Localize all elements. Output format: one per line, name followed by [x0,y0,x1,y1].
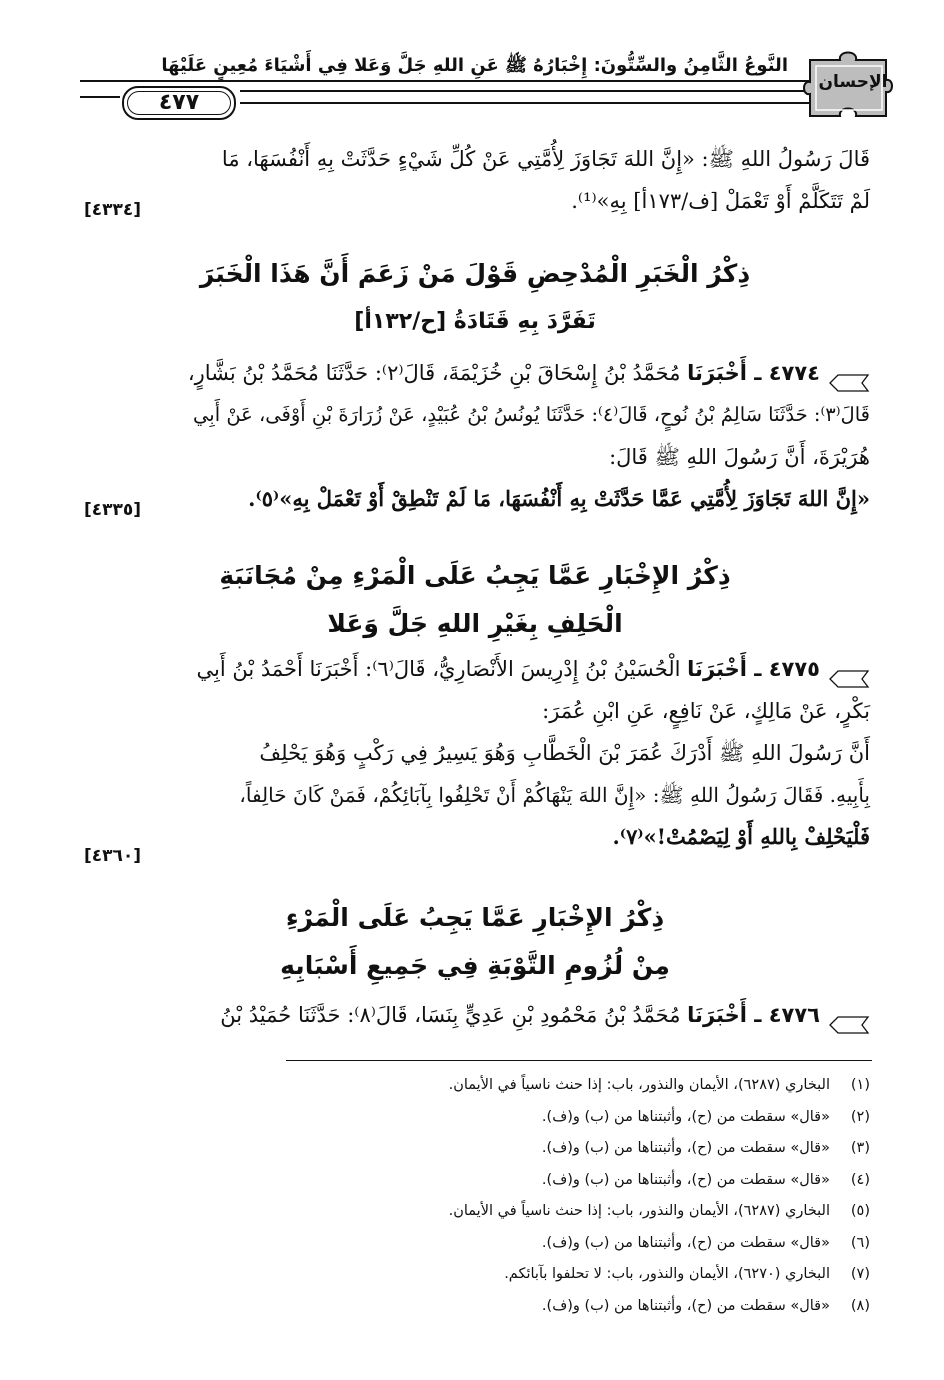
footnote-text: «قال» سقطت من (ح)، وأثبتناها من (ب) و(ف). [541,1234,830,1251]
page-number-text: ٤٧٧ [158,90,200,115]
hadith-marker-icon [828,661,870,681]
header-rule [80,80,870,82]
text-line: أَنَّ رَسُولَ اللهِ ﷺ أَدْرَكَ عُمَرَ بْنَ الْخَطَّابِ وَهُوَ يَسِيرُ فِي رَكْبٍ وَهُوَ يَحْلِفُ [259,741,870,765]
hadith-4774 [80,352,870,520]
text-line: بَكْرٍ، عَنْ مَالِكٍ، عَنْ نَافِعٍ، عَنِ ابْنِ عُمَرَ: [542,699,870,723]
hadith-4775 [80,648,870,858]
page-number [122,86,236,120]
section-heading-2 [80,552,870,648]
text-line: مُحَمَّدُ بْنُ إِسْحَاقَ بْنِ خُزَيْمَةَ، قَالَ⁽٢⁾: حَدَّثَنَا مُحَمَّدُ بْنُ بَشَّارٍ، [187,361,681,385]
reference-number: [٤٣٦٠] [84,846,142,866]
footnote-number: (٢) [850,1108,870,1125]
footnote-number: (٣) [850,1140,870,1156]
hadith-marker-icon [828,365,870,385]
footnote-number: (٥) [850,1203,870,1219]
footnote [80,1165,870,1197]
header-rule-2 [240,90,870,92]
heading-line: ذِكْرُ الإِخْبَارِ عَمَّا يَجِبُ عَلَى الْمَرْءِ [285,903,665,932]
footnote [80,1102,870,1134]
heading-line: ذِكْرُ الْخَبَرِ الْمُدْحِضِ قَوْلَ مَنْ زَعَمَ أَنَّ هَذَا الْخَبَرَ [199,259,751,288]
page-header [80,44,888,124]
header-rule-left [80,96,120,98]
hadith-number: ٤٧٧٥ ـ أَخْبَرَنَا [687,657,820,681]
footnote-number: (٦) [850,1234,870,1251]
footnote [80,1291,870,1323]
heading-line: الْحَلِفِ بِغَيْرِ اللهِ جَلَّ وَعَلا [327,609,623,638]
footnote-number: (٤) [850,1171,870,1188]
section-heading-1 [80,250,870,346]
section-heading-3 [80,894,870,990]
text-line: قَالَ رَسُولُ اللهِ ﷺ: «إِنَّ اللهَ تَجَاوَزَ لِأُمَّتِي عَنْ كُلِّ شَيْءٍ حَدَّثَتْ بِهِ أَنْفُسَهَا، مَا [221,147,870,171]
paragraph-1 [80,138,870,222]
heading-line: تَفَرَّدَ بِهِ قَتَادَةُ [ح/١٣٢أ] [354,309,596,334]
footnote [80,1259,870,1291]
puzzle-piece-icon [800,46,894,122]
section-label: الإحسان [818,72,888,92]
footnote-separator [286,1060,872,1061]
footnote [80,1133,870,1165]
footnote-text: «قال» سقطت من (ح)، وأثبتناها من (ب) و(ف). [541,1108,830,1125]
footnote [80,1070,870,1102]
text-line: هُرَيْرَةَ، أَنَّ رَسُولَ اللهِ ﷺ قَالَ: [609,445,870,469]
header-rule-3 [240,102,870,104]
footnotes [80,1070,870,1322]
hadith-4776 [80,994,870,1036]
footnote-number: (١) [850,1077,870,1093]
footnote-text: البخاري (٦٢٨٧)، الأيمان والنذور، باب: إذا حنث ناسياً في الأيمان. [448,1077,830,1093]
heading-line: مِنْ لُزُومِ التَّوْبَةِ فِي جَمِيعِ أَسْبَابِهِ [280,951,670,980]
footnote [80,1228,870,1260]
text-line: مُحَمَّدُ بْنُ مَحْمُودِ بْنِ عَدِيٍّ بِنَسَا، قَالَ⁽٨⁾: حَدَّثَنَا حُمَيْدُ بْنُ [220,1003,681,1027]
text-line: لَمْ تَتَكَلَّمْ أَوْ تَعْمَلْ [ف/١٧٣أ] بِهِ»⁽¹⁾. [571,189,870,213]
text-line: بِأَبِيهِ. فَقَالَ رَسُولُ اللهِ ﷺ: «إِنَّ اللهَ يَنْهَاكُمْ أَنْ تَحْلِفُوا بِآبَائِكُمْ، فَمَنْ كَانَ حَالِفاً، [239,783,870,807]
footnote-text: «قال» سقطت من (ح)، وأثبتناها من (ب) و(ف). [541,1297,830,1314]
footnote-text: «قال» سقطت من (ح)، وأثبتناها من (ب) و(ف). [541,1140,830,1156]
reference-number: [٤٣٣٤] [84,200,142,220]
hadith-number: ٤٧٧٤ ـ أَخْبَرَنَا [687,361,820,385]
footnote-number: (٧) [850,1266,870,1282]
running-title: النَّوعُ الثَّامِنُ والسِّتُّونَ: إِخْبَارُهُ ﷺ عَنِ اللهِ جَلَّ وَعَلا فِي أَشْيَاءَ مُعِينٍ عَلَيْهَا [161,55,788,76]
hadith-marker-icon [828,1007,870,1027]
footnote [80,1196,870,1228]
reference-number: [٤٣٣٥] [84,500,142,520]
heading-line: ذِكْرُ الإِخْبَارِ عَمَّا يَجِبُ عَلَى الْمَرْءِ مِنْ مُجَانَبَةِ [219,561,731,590]
footnote-number: (٨) [850,1297,870,1314]
footnote-text: «قال» سقطت من (ح)، وأثبتناها من (ب) و(ف). [541,1171,830,1188]
text-line: قَالَ⁽٣⁾: حَدَّثَنَا سَالِمُ بْنُ نُوحٍ، قَالَ⁽٤⁾: حَدَّثَنَا يُونُسُ بْنُ عُبَيْدٍ، عَنْ زُرَارَةَ بْنِ أَوْفَى، عَنْ أَبِي [193,403,870,426]
footnote-text: البخاري (٦٢٧٠)، الأيمان والنذور، باب: لا تحلفوا بآبائكم. [504,1266,830,1282]
footnote-text: البخاري (٦٢٨٧)، الأيمان والنذور، باب: إذا حنث ناسياً في الأيمان. [448,1203,830,1219]
text-line: «إِنَّ اللهَ تَجَاوَزَ لِأُمَّتِي عَمَّا حَدَّثَتْ بِهِ أَنْفُسَهَا، مَا لَمْ تَنْطِقْ أَوْ تَعْمَلْ بِهِ»⁽٥⁾. [248,486,870,511]
hadith-number: ٤٧٧٦ ـ أَخْبَرَنَا [687,1003,820,1027]
text-line: الْحُسَيْنُ بْنُ إِدْرِيسَ الأَنْصَارِيُّ، قَالَ⁽٦⁾: أَخْبَرَنَا أَحْمَدُ بْنُ أَبِي [196,657,681,681]
text-line: فَلْيَحْلِفْ بِاللهِ أَوْ لِيَصْمُتْ!»⁽٧⁾. [612,824,870,849]
